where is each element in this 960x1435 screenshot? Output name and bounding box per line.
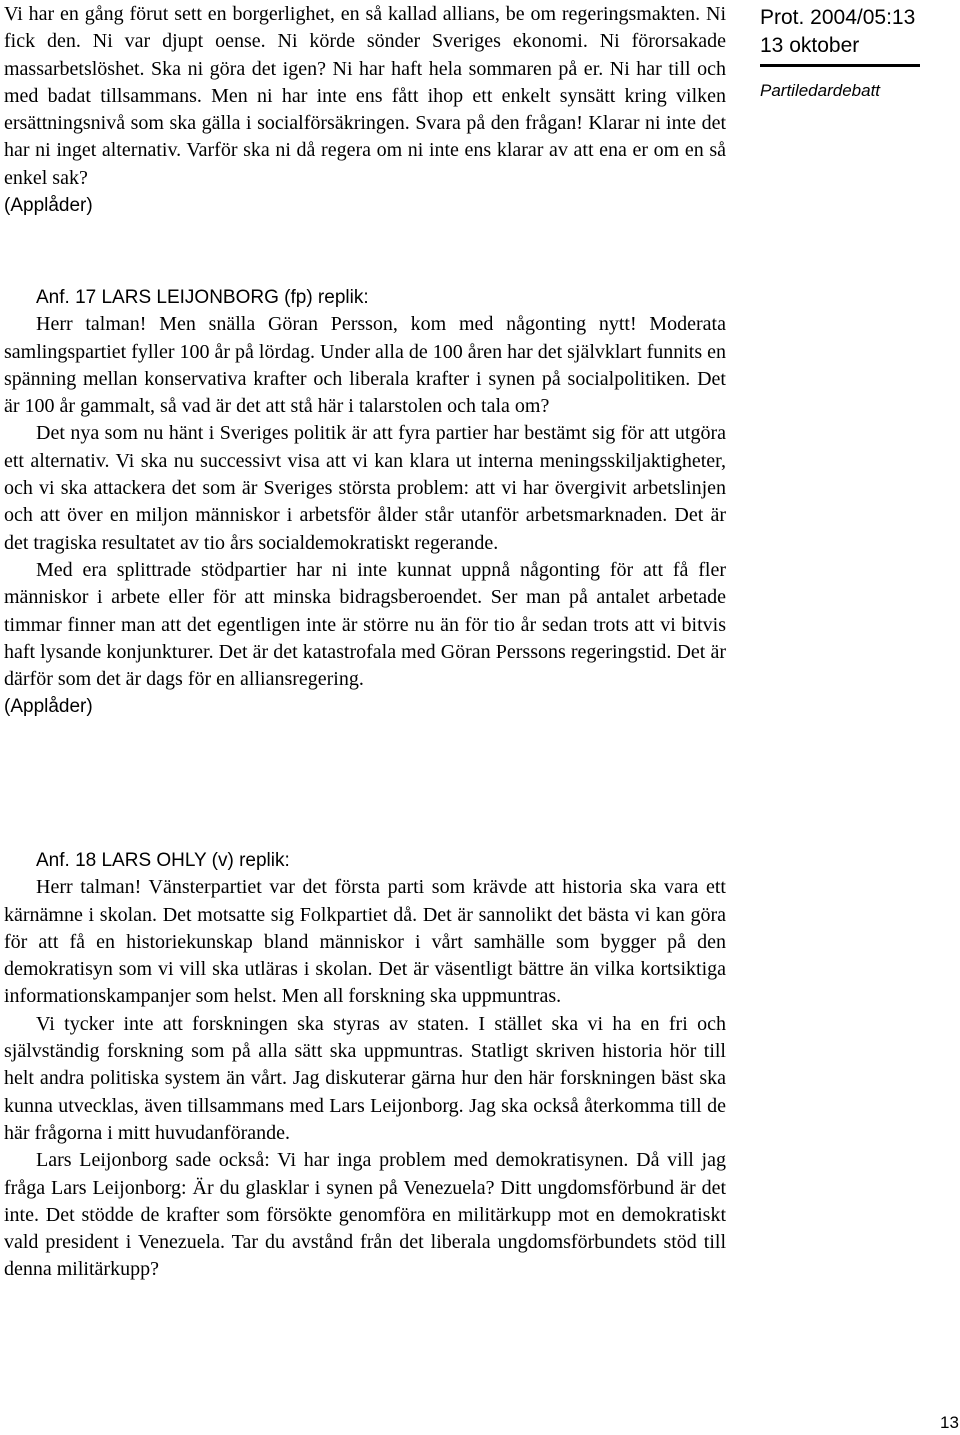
applause-note: (Applåder) [4,696,93,718]
speech-paragraph: Herr talman! Men snälla Göran Persson, kom med någonting nytt! Moderata samlingspartiet fyller 100 år på lördag. Under alla de 100 åren har det självklart funnits en spänning mellan konservativa krafter och liberala krafter i synen på socialpolitiken. Det är 100 år gammalt, så vad är det att stå här i talarstolen och tala om? [4,313,726,418]
intro-section [4,1,726,219]
speech-anf-18 [4,847,726,1284]
speech-paragraph: Herr talman! Vänsterpartiet var det första parti som krävde att historia ska vara ett kärnämne i skolan. Det motsatte sig Folkpartiet då. Det är sannolikt det bästa vi kan göra för att få en historiekunskap bland människor i vårt samhälle som bygger på den demokratisyn som vi vill ska utläras i skolan. Det är väsentligt bättre än vilka kortsiktiga informationskampanjer som helst. Men all forskning ska uppmuntras. [4,876,726,1008]
speech-paragraph: Lars Leijonborg sade också: Vi har inga problem med demokratisynen. Då vill jag fråga Lars Leijonborg: Är du glasklar i synen på Venezuela? Ditt ungdomsförbund är det inte. Det stödde de krafter som försökte genomföra en militärkupp mot en demokratiskt vald president i Venezuela. Tar du avstånd från det liberala ungdomsförbundets stöd till denna militärkupp? [4,1149,726,1281]
speaker-heading: Anf. 17 LARS LEIJONBORG (fp) replik: [36,287,369,308]
speaker-heading: Anf. 18 LARS OHLY (v) replik: [36,850,290,871]
intro-paragraph: Vi har en gång förut sett en borgerlighet, en så kallad allians, be om regeringsmakten. Ni fick den. Ni var djupt oense. Ni körde sönder Sveriges ekonomi. Ni förorsakade massarbetslöshet. Ska ni göra det igen? Ni har haft hela sommaren på er. Ni har till och med badat tillsammans. Men ni har inte ens fått ihop ett enkelt synsätt kring vilken ersättningsnivå som ska gälla i socialförsäkringen. Svara på den frågan! Klarar ni inte det har ni inget alternativ. Varför ska ni då regera om ni inte ens klarar av att ena er om en så enkel sak? [4,3,726,189]
speech-paragraph: Med era splittrade stödpartier har ni inte kunnat uppnå någonting för att få fler människor i arbete eller för att minska bidragsberoendet. Ser man på antalet arbetade timmar finner man att det egentligen inte är större nu än för tio år sedan trots att vi bitvis haft lysande konjunkturer. Det är det katastrofala med Göran Perssons regeringstid. Det är därför som det är dags för en alliansregering. [4,558,726,691]
speech-paragraph: Vi tycker inte att forskningen ska styras av staten. I stället ska vi ha en fri och självständig forskning som på alla sätt ska uppmuntras. Statligt skriven historia hör till helt andra politiska system än vårt. Jag diskuterar gärna hur den här forskningen bäst ska kunna utvecklas, även tillsammans med Lars Leijonborg. Jag ska också återkomma till de här frågorna i mitt huvudanförande. [4,1012,726,1144]
debate-title: Partiledardebatt [760,81,881,100]
protocol-number: Prot. 2004/05:13 [760,6,916,29]
page-header [760,4,956,103]
protocol-date: 13 oktober [760,32,920,67]
applause-note: (Applåder) [4,195,93,217]
speech-anf-17 [4,284,726,721]
speech-paragraph: Det nya som nu hänt i Sveriges politik är att fyra partier har bestämt sig för att utgöra ett alternativ. Vi ska nu successivt visa att vi kan klara ut interna meningsskiljaktigheter, och vi ska attackera det som är Sveriges största problem: att vi har övergivit arbetslinjen och att över en miljon människor i arbetsför ålder står utanför arbetsmarknaden. Det är det tragiska resultatet av tio års socialdemokratiskt regerande. [4,422,726,554]
page-number: 13 [940,1413,959,1432]
